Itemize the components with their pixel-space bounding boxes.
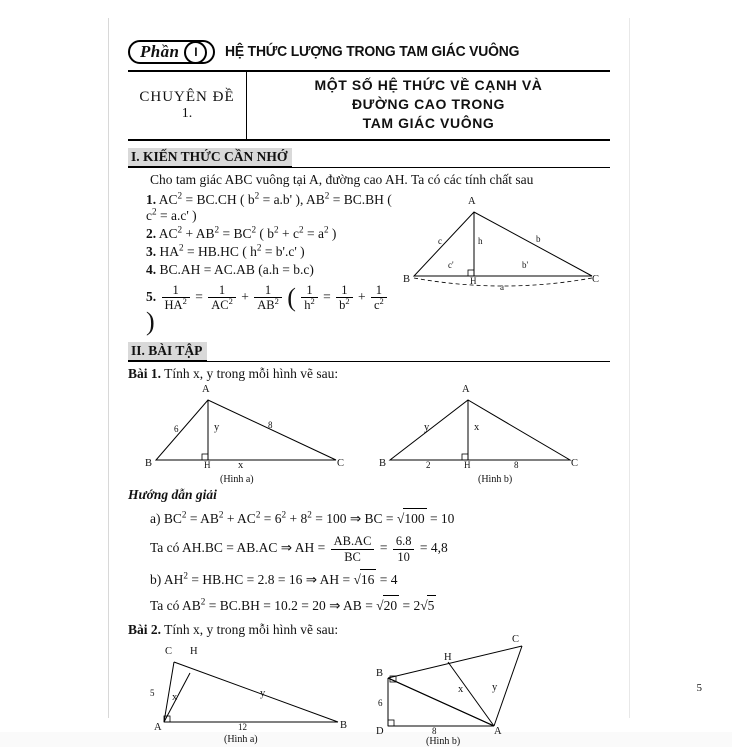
chapter-title-line-1: MỘT SỐ HỆ THỨC VỀ CẠNH VÀ [314, 77, 543, 93]
fig2b-label-y: y [492, 681, 498, 693]
section2-heading: II. BÀI TẬP [128, 342, 207, 361]
figure-abc-main [396, 190, 610, 298]
fig2b-label-B: B [376, 667, 384, 679]
figure-label-a: a [500, 281, 504, 292]
fig1a-label-B: B [145, 457, 153, 469]
fig1a-label-y: y [214, 421, 220, 433]
fig1b-label-x: x [474, 421, 480, 433]
chapter-title-line-3: TAM GIÁC VUÔNG [362, 114, 495, 131]
part-banner [128, 34, 610, 72]
section1-intro: Cho tam giác ABC vuông tại A, đường cao AH. Ta có các tính chất sau [150, 171, 534, 187]
bai2-text: Tính x, y trong mỗi hình vẽ sau: [164, 621, 339, 637]
fig2b-label-A: A [494, 725, 502, 737]
figure-bai2-a [128, 640, 374, 745]
fig1b-label-A: A [462, 383, 470, 395]
fig1b-label-C: C [571, 457, 579, 469]
section2-heading-wrap [128, 335, 610, 362]
part-word: Phần [140, 42, 180, 61]
page-number: 5 [696, 682, 702, 694]
section1-heading: I. KIẾN THỨC CẦN NHỚ [128, 148, 292, 167]
formula-item-5: 5. $\frac{1}{HA^2}$ = $\frac{1}{AC^2}$ + $\frac{1}{AB^2}$ ( $\frac{1}{h^2}$ = $\frac{1}{b^2}$ + $\frac{1}{c^2}$ ) [146, 283, 396, 329]
bai2-figures [128, 633, 610, 747]
fig1a-label-6: 6 [174, 423, 179, 434]
fig1a-label-x: x [238, 459, 244, 471]
figure-label-c: c [438, 235, 442, 246]
page-content [128, 34, 610, 745]
bai1-text: Tính x, y trong mỗi hình vẽ sau: [164, 365, 339, 381]
solution-line-1: a) $BC^2 = AB^2 + AC^2 = 6^2 + 8^2 = 100$ ⇒ BC = √100 = 10 [128, 508, 610, 529]
fig1a-label-8: 8 [268, 419, 273, 430]
figure-label-h: h [478, 235, 483, 246]
formula-item-4: 4. BC.AH = AC.AB (a.h = b.c) [146, 261, 314, 277]
solution-line-3: b) $AH^2 = HB.HC = 2.8 = 16$ ⇒ AH = √16 = 4 [128, 569, 610, 590]
fig1b-label-H: H [464, 459, 471, 470]
huongdan-heading [128, 485, 610, 505]
huongdan-label: Hướng dẫn giải [128, 486, 217, 502]
bai1-label: Bài 1. [128, 365, 162, 381]
fig2b-label-6: 6 [378, 697, 383, 708]
fig2a-label-B: B [340, 719, 348, 731]
figure-bai1-b [368, 383, 600, 485]
fig2a-label-12: 12 [238, 721, 247, 732]
chapter-block [128, 72, 610, 141]
figure-label-B: B [403, 273, 411, 285]
fig2b-label-x: x [458, 683, 464, 695]
formula-list [128, 190, 396, 336]
fig2b-caption: (Hình b) [426, 735, 461, 747]
fig2a-caption: (Hình a) [224, 733, 258, 745]
fig2a-label-C: C [165, 645, 173, 657]
fig1b-label-y: y [424, 421, 430, 433]
figure-label-c-prime: c' [448, 259, 454, 270]
fig1a-label-C: C [337, 457, 345, 469]
bai1-figures [128, 383, 610, 485]
chapter-label: CHUYÊN ĐỀ [139, 88, 235, 105]
fig1a-label-A: A [202, 383, 210, 395]
formula-item-1: 1. $AC^2 = BC.CH$ ( $b^2 = a.b'$ ), $AB^2 = BC.BH$ ( $c^2 = a.c'$ ) [146, 190, 392, 223]
fig2a-label-y: y [260, 687, 266, 699]
fig1b-label-8: 8 [514, 459, 519, 470]
fig2a-label-H: H [190, 645, 198, 657]
figure-label-b-prime: b' [522, 259, 529, 270]
figure-bai2-b [374, 633, 610, 747]
figure-bai1-a-svg [128, 383, 368, 474]
bai2-line [128, 620, 610, 640]
bai2-label: Bài 2. [128, 621, 162, 637]
figure-bai1-b-svg [368, 383, 600, 474]
part-badge [128, 40, 215, 64]
chapter-label-cell [128, 72, 247, 139]
chapter-title-line-2: ĐƯỜNG CAO TRONG [351, 95, 506, 112]
solution-line-4: Ta có $AB^2 = BC.BH = 10.2 = 20$ ⇒ AB = √20 = 2√5 [128, 595, 610, 616]
chapter-title-cell [247, 72, 610, 139]
part-number: I [184, 41, 207, 64]
fig1b-caption: (Hình b) [478, 473, 513, 485]
fig1b-label-B: B [379, 457, 387, 469]
figure-label-A: A [468, 195, 476, 207]
figure-label-C: C [592, 273, 600, 285]
chapter-number: 1. [181, 105, 193, 121]
fig2b-label-C: C [512, 633, 520, 645]
figure-label-H: H [470, 275, 477, 286]
fig2b-label-H: H [444, 651, 452, 663]
fig1a-label-H: H [204, 459, 211, 470]
banner-title: HỆ THỨC LƯỢNG TRONG TAM GIÁC VUÔNG [225, 44, 520, 60]
fig1a-caption: (Hình a) [220, 473, 254, 485]
fig2a-label-x: x [172, 691, 178, 703]
fig2a-label-A: A [154, 721, 162, 733]
fig2b-label-8: 8 [432, 725, 437, 736]
solution-line-2: Ta có AH.BC = AB.AC ⇒ AH = $\frac{AB.AC}{BC}$ = $\frac{6.8}{10}$ = 4,8 [150, 534, 448, 564]
figure-bai1-a [128, 383, 368, 485]
formula-item-2: 2. $AC^2 + AB^2 = BC^2$ ( $b^2 + c^2 = a^2$ ) [146, 224, 337, 241]
section1-heading-wrap [128, 141, 610, 168]
figure-label-b: b [536, 233, 541, 244]
bai1-line [128, 364, 610, 384]
section1-body [128, 190, 610, 336]
fig2b-label-D: D [376, 725, 384, 737]
fig2a-label-5: 5 [150, 687, 155, 698]
formula-item-3: 3. $HA^2 = HB.HC$ ( $h^2 = b'.c'$ ) [146, 242, 305, 259]
fig1b-label-2: 2 [426, 459, 431, 470]
